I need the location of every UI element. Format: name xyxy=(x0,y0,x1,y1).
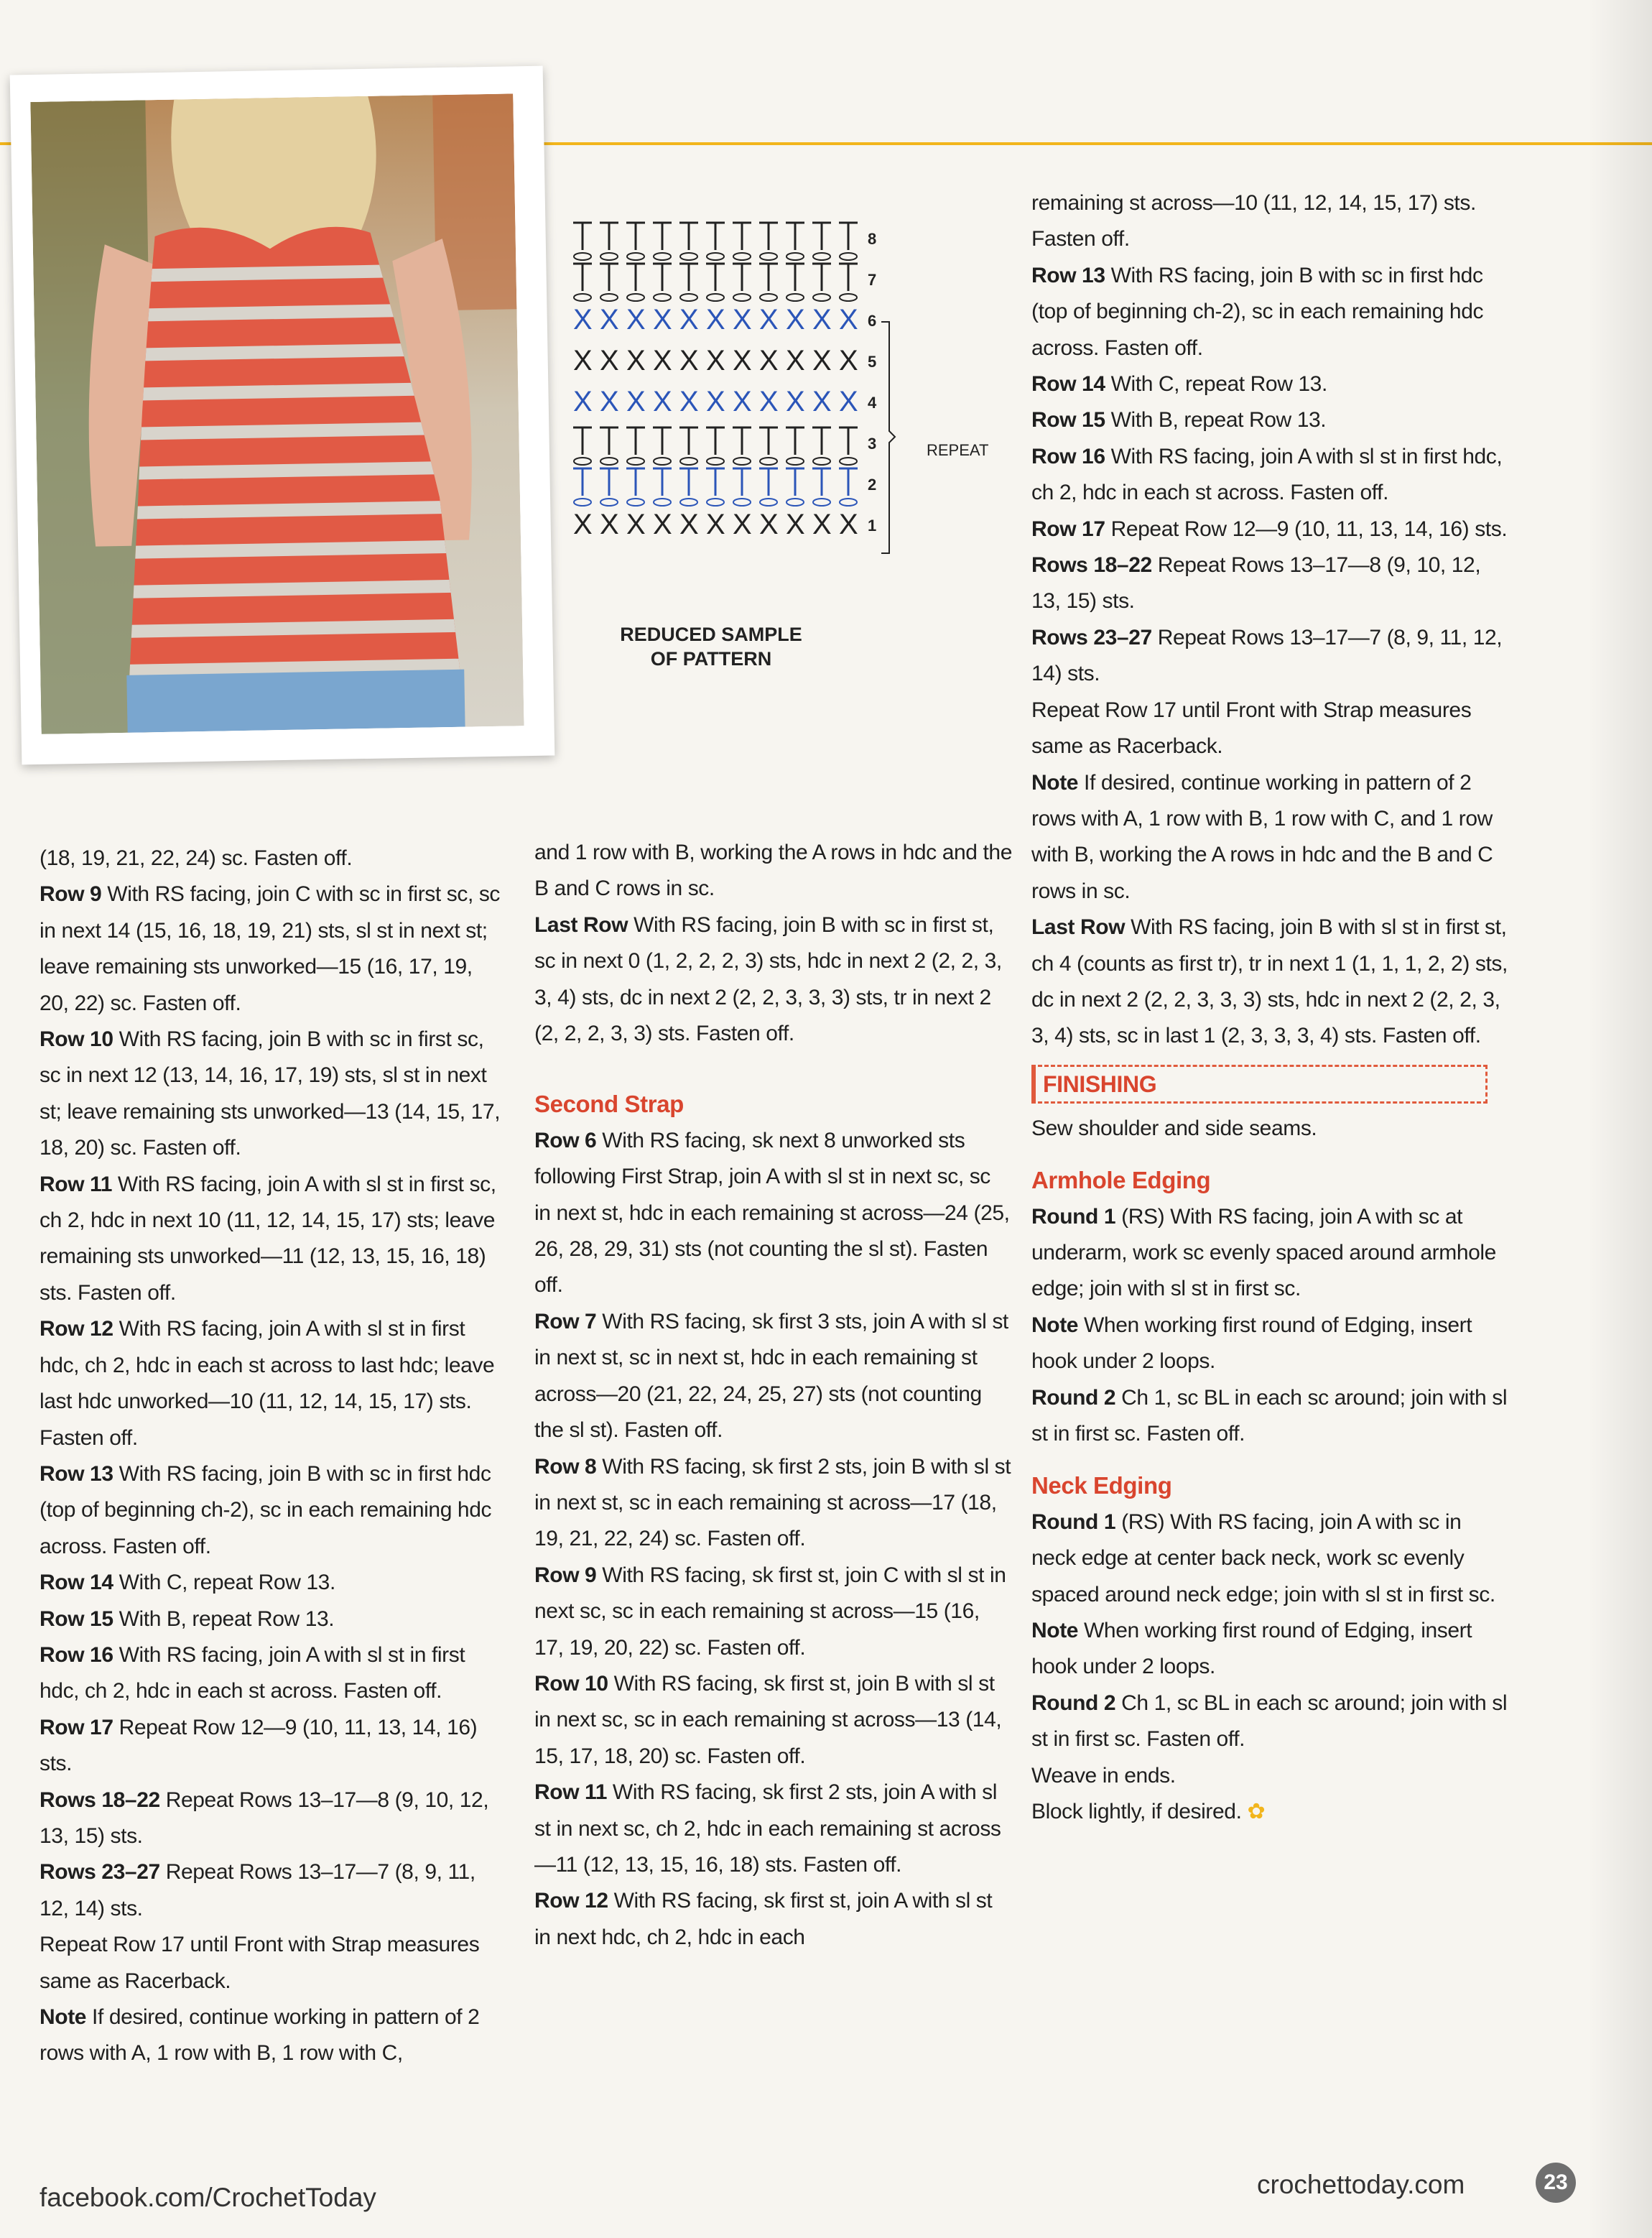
svg-text:X: X xyxy=(706,345,725,376)
paragraph: Repeat Row 17 until Front with Strap measures same as Racerback. xyxy=(40,1933,480,1993)
paragraph: Rows 23–27 Repeat Rows 13–17—7 (8, 9, 11, 12, 14) sts. xyxy=(40,1860,475,1920)
paragraph: Row 13 With RS facing, join B with sc in first hdc (top of beginning ch-2), sc in each remaining hdc across. Fasten off. xyxy=(1031,263,1484,360)
stitch-diagram xyxy=(560,208,1020,683)
paragraph: Row 17 Repeat Row 12—9 (10, 11, 13, 14, 16) sts. xyxy=(1031,517,1508,541)
paragraph: Row 6 With RS facing, sk next 8 unworked sts following First Strap, join A with sl st in next sc, sc in next st, hdc in each remaining st across—24 (25, 26, 28, 29, 31) sts (not counting the sl st). Fasten off. xyxy=(534,1128,1010,1298)
page-number: 23 xyxy=(1536,2163,1576,2203)
svg-text:X: X xyxy=(600,304,619,336)
end-mark-icon: ✿ xyxy=(1247,1800,1266,1824)
svg-text:X: X xyxy=(786,345,805,376)
svg-text:X: X xyxy=(573,509,593,540)
stitch-chart xyxy=(560,208,1020,683)
paragraph: and 1 row with B, working the A rows in hdc and the B and C rows in sc. xyxy=(534,841,1012,901)
svg-text:X: X xyxy=(600,509,619,540)
section-heading-second-strap: Second Strap xyxy=(534,1091,684,1118)
model-photo xyxy=(30,93,524,734)
svg-text:X: X xyxy=(812,345,832,376)
svg-text:X: X xyxy=(626,304,646,336)
finishing-box xyxy=(1031,1065,1488,1104)
text-column-2 xyxy=(534,835,1012,1956)
svg-text:X: X xyxy=(653,304,672,336)
striped-tank-image xyxy=(30,93,524,734)
section-heading-neck-edging: Neck Edging xyxy=(1031,1472,1172,1499)
svg-text:X: X xyxy=(759,345,779,376)
paragraph: Row 9 With RS facing, sk first st, join C with sl st in next sc, sc in each remaining st across—15 (16, 17, 19, 20, 22) sc. Fasten off. xyxy=(534,1563,1006,1660)
paragraph: Row 16 With RS facing, join A with sl st in first hdc, ch 2, hdc in each st across. Fasten off. xyxy=(1031,444,1503,505)
svg-text:X: X xyxy=(653,345,672,376)
svg-text:X: X xyxy=(812,304,832,336)
paragraph: Row 16 With RS facing, join A with sl st in first hdc, ch 2, hdc in each st across. Fasten off. xyxy=(40,1642,465,1703)
paragraph: Row 13 With RS facing, join B with sc in first hdc (top of beginning ch-2), sc in each remaining hdc across. Fasten off. xyxy=(40,1461,492,1558)
svg-text:X: X xyxy=(600,386,619,417)
paragraph: Row 9 With RS facing, join C with sc in first sc, sc in next 14 (15, 16, 18, 19, 21) sts, sl st in next st; leave remaining sts unworked—15 (16, 17, 19, 20, 22) sc. Fasten off. xyxy=(40,882,501,1015)
paragraph: Row 15 With B, repeat Row 13. xyxy=(40,1606,335,1631)
paragraph: Last Row With RS facing, join B with sc in first st, sc in next 0 (1, 2, 2, 2, 3) sts, hdc in next 2 (2, 2, 3, 3, 4) sts, dc in next 2 (2, 2, 3, 3, 3) sts, tr in next 2 (2, 2, 2, 3, 3) sts. Fasten off. xyxy=(534,912,1002,1046)
paragraph: Row 11 With RS facing, join A with sl st in first sc, ch 2, hdc in next 10 (11, 12, 14, 15, 17) sts; leave remaining sts unworked—11 (12, 13, 15, 16, 18) sts. Fasten off. xyxy=(40,1172,496,1305)
svg-text:X: X xyxy=(812,509,832,540)
row-number: 8 xyxy=(868,230,877,248)
paragraph: Note If desired, continue working in pattern of 2 rows with A, 1 row with B, 1 row with C, xyxy=(40,2005,480,2066)
svg-text:X: X xyxy=(733,345,752,376)
page-shadow xyxy=(1587,0,1652,2238)
svg-text:X: X xyxy=(733,304,752,336)
diagram-caption-line2: OF PATTERN xyxy=(650,648,772,670)
diagram-caption-line1: REDUCED SAMPLE xyxy=(620,624,802,645)
paragraph: Row 10 With RS facing, join B with sc in first sc, sc in next 12 (13, 14, 16, 17, 19) sts, sl st in next st; leave remaining sts unworked—13 (14, 15, 17, 18, 20) sc. Fasten off. xyxy=(40,1027,501,1160)
row-number: 2 xyxy=(868,476,877,494)
paragraph: Row 8 With RS facing, sk first 2 sts, join B with sl st in next st, sc in each remaining st across—17 (18, 19, 21, 22, 24) sc. Fasten off. xyxy=(534,1454,1011,1551)
section-heading-finishing: FINISHING xyxy=(1043,1071,1157,1097)
svg-text:X: X xyxy=(573,386,593,417)
svg-text:X: X xyxy=(653,509,672,540)
text-column-3 xyxy=(1031,185,1509,1830)
paragraph: Note When working first round of Edging, insert hook under 2 loops. xyxy=(1031,1313,1472,1374)
paragraph: Row 12 With RS facing, join A with sl st in first hdc, ch 2, hdc in each st across to last hdc; leave last hdc unworked—10 (11, 12, 14, 15, 17) sts. Fasten off. xyxy=(40,1317,495,1450)
svg-text:X: X xyxy=(759,386,779,417)
svg-text:X: X xyxy=(706,304,725,336)
paragraph: Sew shoulder and side seams. xyxy=(1031,1116,1317,1140)
row-number: 4 xyxy=(868,394,877,412)
text-column-1 xyxy=(40,841,506,2072)
row-number: 7 xyxy=(868,271,877,289)
paragraph: Note When working first round of Edging, insert hook under 2 loops. xyxy=(1031,1619,1472,1679)
footer-facebook-link[interactable]: facebook.com/CrochetToday xyxy=(40,2183,376,2212)
paragraph: Row 14 With C, repeat Row 13. xyxy=(40,1571,335,1595)
paragraph: Round 2 Ch 1, sc BL in each sc around; join with sl st in first sc. Fasten off. xyxy=(1031,1385,1508,1446)
svg-text:X: X xyxy=(839,304,858,336)
svg-text:X: X xyxy=(626,509,646,540)
paragraph: Round 1 (RS) With RS facing, join A with sc at underarm, work sc evenly spaced around armhole edge; join with sl st in first sc. xyxy=(1031,1204,1496,1301)
svg-text:X: X xyxy=(653,386,672,417)
row-number: 5 xyxy=(868,353,877,371)
paragraph: Rows 18–22 Repeat Rows 13–17—8 (9, 10, 12, 13, 15) sts. xyxy=(1031,553,1481,614)
svg-text:X: X xyxy=(706,509,725,540)
paragraph: (18, 19, 21, 22, 24) sc. Fasten off. xyxy=(40,846,353,870)
footer-site-link[interactable]: crochettoday.com xyxy=(1257,2170,1465,2199)
svg-text:X: X xyxy=(733,509,752,540)
section-heading-armhole-edging: Armhole Edging xyxy=(1031,1167,1211,1194)
svg-text:X: X xyxy=(600,345,619,376)
paragraph: Round 1 (RS) With RS facing, join A with sc in neck edge at center back neck, work sc evenly spaced around neck edge; join with sl st in first sc. xyxy=(1031,1509,1495,1606)
paragraph: Row 10 With RS facing, sk first st, join B with sl st in next sc, sc in each remaining st across—13 (14, 15, 17, 18, 20) sc. Fasten off. xyxy=(534,1671,1002,1768)
paragraph: Row 7 With RS facing, sk first 3 sts, join A with sl st in next st, sc in next st, hdc in each remaining st across—20 (21, 22, 24, 25, 27) sts (not counting the sl st). Fasten off. xyxy=(534,1309,1008,1443)
paragraph: Round 2 Ch 1, sc BL in each sc around; join with sl st in first sc. Fasten off. xyxy=(1031,1691,1508,1752)
svg-text:X: X xyxy=(786,304,805,336)
paragraph: Row 17 Repeat Row 12—9 (10, 11, 13, 14, 16) sts. xyxy=(40,1715,478,1776)
svg-text:X: X xyxy=(626,345,646,376)
svg-text:X: X xyxy=(706,386,725,417)
paragraph: Note If desired, continue working in pattern of 2 rows with A, 1 row with B, 1 row with C, and 1 row with B, working the A rows in hdc and the B and C rows in sc. xyxy=(1031,770,1493,903)
svg-text:X: X xyxy=(733,386,752,417)
svg-text:X: X xyxy=(839,386,858,417)
paragraph: Weave in ends. xyxy=(1031,1763,1176,1788)
svg-text:X: X xyxy=(679,386,699,417)
photo-frame xyxy=(10,66,555,765)
svg-text:X: X xyxy=(759,304,779,336)
paragraph: remaining st across—10 (11, 12, 14, 15, 17) sts. Fasten off. xyxy=(1031,191,1476,251)
repeat-label: REPEAT xyxy=(927,441,989,459)
paragraph: Row 14 With C, repeat Row 13. xyxy=(1031,372,1327,397)
svg-text:X: X xyxy=(679,509,699,540)
paragraph: Block lightly, if desired. ✿ xyxy=(1031,1800,1266,1824)
row-number: 6 xyxy=(868,312,877,330)
paragraph: Rows 23–27 Repeat Rows 13–17—7 (8, 9, 11, 12, 14) sts. xyxy=(1031,625,1503,686)
svg-text:X: X xyxy=(839,509,858,540)
paragraph: Row 12 With RS facing, sk first st, join A with sl st in next hdc, ch 2, hdc in each xyxy=(534,1889,993,1949)
paragraph: Row 15 With B, repeat Row 13. xyxy=(1031,408,1327,433)
svg-text:X: X xyxy=(839,345,858,376)
svg-text:X: X xyxy=(679,304,699,336)
svg-text:X: X xyxy=(786,386,805,417)
svg-text:X: X xyxy=(786,509,805,540)
paragraph: Repeat Row 17 until Front with Strap measures same as Racerback. xyxy=(1031,698,1472,759)
paragraph: Row 11 With RS facing, sk first 2 sts, join A with sl st in next sc, ch 2, hdc in each remaining st across—11 (12, 13, 15, 16, 18) sts. Fasten off. xyxy=(534,1780,1001,1877)
svg-text:X: X xyxy=(812,386,832,417)
svg-text:X: X xyxy=(679,345,699,376)
svg-text:X: X xyxy=(573,304,593,336)
svg-text:X: X xyxy=(573,345,593,376)
svg-text:X: X xyxy=(759,509,779,540)
paragraph: Rows 18–22 Repeat Rows 13–17—8 (9, 10, 12, 13, 15) sts. xyxy=(40,1788,489,1848)
row-number: 3 xyxy=(868,435,877,453)
svg-text:X: X xyxy=(626,386,646,417)
paragraph: Last Row With RS facing, join B with sl st in first st, ch 4 (counts as first tr), tr in next 1 (1, 1, 1, 2, 2) sts, dc in next 2 (2, 2, 3, 3, 3) sts, hdc in next 2 (2, 2, 3, 3, 4) sts, sc in last 1 (2, 3, 3, 3, 4) sts. Fasten off. xyxy=(1031,915,1508,1048)
row-number: 1 xyxy=(868,517,877,535)
